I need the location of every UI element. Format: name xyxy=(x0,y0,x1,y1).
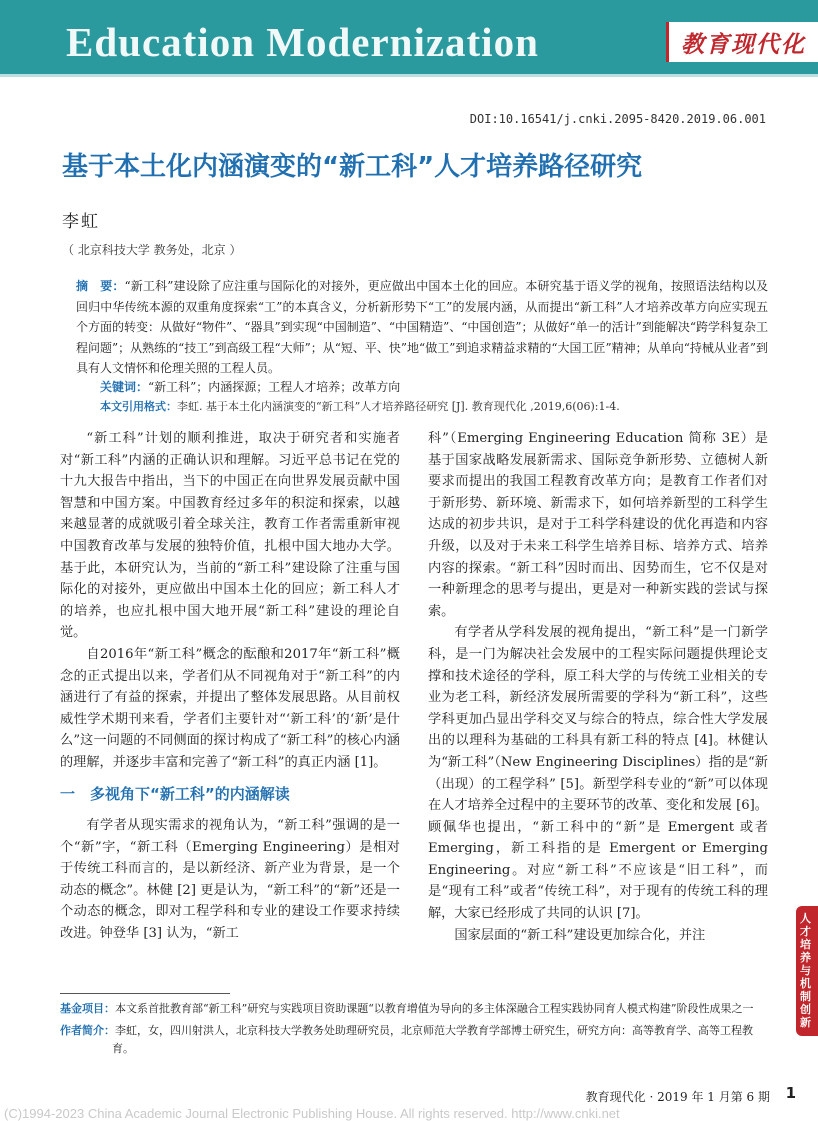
fund-text: 本文系首批教育部“新工科”研究与实践项目资助课题“以教育增值为导向的多主体深融合工程实践协同育人模式构建”阶段性成果之一 xyxy=(115,1002,754,1015)
citation-format xyxy=(100,398,620,414)
header-banner xyxy=(0,0,818,74)
fund-note xyxy=(60,1000,772,1018)
abstract-label: 摘 要： xyxy=(76,279,125,293)
paragraph: “新工科”计划的顺利推进，取决于研究者和实施者对“新工科”内涵的正确认识和理解。习近平总书记在党的十九大报告中指出，当下的中国正在向世界发展贡献中国智慧和中国方案。中国教育经过多年的积淀和探索，以越来越显著的成就吸引着全球关注，教育工作者需重新审视中国教育改革与发展的独特价值，扎根中国大地办大学。基于此，本研究认为，当前的“新工科”建设除了注重与国际化的对接外，更应做出中国本土化的回应；新工科人才的培养，也应扎根中国大地开展“新工科”建设的理论自觉。 xyxy=(60,431,400,641)
citation-label: 本文引用格式： xyxy=(100,400,177,413)
fund-label: 基金项目： xyxy=(60,1002,115,1015)
abstract-text: “新工科”建设除了应注重与国际化的对接外，更应做出中国本土化的回应。本研究基于语义学的视角，按照语法结构以及回归中华传统本源的双重角度探索“工”的本真含义，分析新形势下“工”的发展内涵，从而提出“新工科”人才培养改革方向应实现五个方面的转变：从做好“物件”、“器具”到实现“中国制造”、“中国精造”、“中国创造”；从做好“单一的活计”到能解决“跨学科复杂工程问题”；从熟练的“技工”到高级工程“大师”；从“短、平、快”地“做工”到追求精益求精的“大国工匠”精神；从单向“持械从业者”到具有人文情怀和伦理关照的工程人员。 xyxy=(76,279,768,375)
author-note xyxy=(60,1022,772,1058)
author-bio-text: 李虹，女，四川射洪人，北京科技大学教务处助理研究员，北京师范大学教育学部博士研究生，研究方向：高等教育学、高等工程教育。 xyxy=(112,1024,753,1055)
author-bio-label: 作者简介： xyxy=(60,1024,115,1037)
keywords xyxy=(100,378,400,395)
footnote-separator xyxy=(60,993,230,994)
header-divider xyxy=(0,74,818,77)
doi: DOI:10.16541/j.cnki.2095-8420.2019.06.001 xyxy=(469,112,766,126)
body-column-left xyxy=(60,428,400,945)
footnotes xyxy=(60,1000,772,1062)
footer-journal: 教育现代化 · 2019 年 1 月第 6 期 xyxy=(585,1090,770,1104)
section-side-tab xyxy=(796,906,818,1036)
paragraph: 国家层面的“新工科”建设更加综合化，并注 xyxy=(454,927,706,943)
paragraph: 有学者从学科发展的视角提出，“新工科”是一门新学科，是一门为解决社会发展中的工程实际问题提供理论支撑和技术途径的学科，原工科大学的与传统工业相关的专业为老工科，新经济发展所需要的学科为“新工科”，这些学科更加凸显出学科交叉与综合的特点，综合性大学发展出的以理科为基础的工科具有新工科的特点 [4]。林健认为“新工科”（New Engineering Disciplines）指的是“新（出现）的工程学科” [5]。新型学科专业的“新”可以体现在人才培养全过程中的主要环节的改革、变化和发展 [6]。顾佩华也提出，“新工科中的“新”是 Emergent 或者 Emerging，新工科指的是 Emergent or Emerging Engineering。对应“新工科”不应该是“旧工科”，而是“现有工科”或者“传统工科”，对于现有的传统工科的理解，大家已经形成了共同的认识 [7]。 xyxy=(428,625,768,922)
keywords-label: 关键词： xyxy=(100,380,149,394)
section-heading: 一 多视角下“新工科”的内涵解读 xyxy=(60,784,290,803)
keywords-text: “新工科”；内涵探源；工程人才培养；改革方向 xyxy=(148,380,401,394)
page-number: 1 xyxy=(785,1084,796,1102)
side-tab-label: 人才培养与机制创新 xyxy=(800,912,811,1029)
copyright-watermark: (C)1994-2023 China Academic Journal Electronic Publishing House. All rights reserved. http://www.cnki.net xyxy=(4,1106,620,1121)
paragraph: 自2016年“新工科”概念的酝酿和2017年“新工科”概念的正式提出以来，学者们从不同视角对于“新工科”的内涵进行了有益的探索，并提出了整体发展思路。从目前权威性学术期刊来看，学者们主要针对“‘新工科’的‘新’是什么”这一问题的不同侧面的探讨构成了“新工科”的核心内涵的理解，并逐步丰富和完善了“新工科”的真正内涵 [1]。 xyxy=(60,646,400,770)
article-title: 基于本土化内涵演变的“新工科”人才培养路径研究 xyxy=(62,152,643,182)
paragraph: 科”（Emerging Engineering Education 简称 3E）是基于国家战略发展新需求、国际竞争新形势、立德树人新要求而提出的我国工程教育改革方向；是教育工作者们对于新形势、新环境、新需求下，如何培养新型的工科学生达成的初步共识，是对于工科学科建设的优化再造和内容升级，以及对于未来工科学生培养目标、培养方式、培养内容的探索。“新工科”因时而出、因势而生，它不仅是对一种新理念的思考与提出，更是对一种新实践的尝试与探索。 xyxy=(428,431,768,619)
banner-title: Education Modernization xyxy=(66,19,539,65)
paragraph: 有学者从现实需求的视角认为，“新工科”强调的是一个“新”字，“新工科（Emerging Engineering）是相对于传统工科而言的，是以新经济、新产业为背景，是一个动态的概念”。林健 [2] 更是认为，“新工科”的“新”还是一个动态的概念，即对工程学科和专业的建设工作要求持续改进。钟登华 [3] 认为，“新工 xyxy=(60,818,400,942)
author-affiliation: （ 北京科技大学 教务处，北京 ） xyxy=(62,243,242,257)
abstract xyxy=(76,276,768,379)
logo-text: 教育现代化 xyxy=(681,31,806,58)
citation-text: 李虹. 基于本土化内涵演变的“新工科”人才培养路径研究 [J]. 教育现代化 ,2019,6(06):1-4. xyxy=(177,400,620,413)
journal-logo xyxy=(666,22,818,62)
author-name: 李虹 xyxy=(62,212,100,232)
body-column-right xyxy=(428,428,768,946)
